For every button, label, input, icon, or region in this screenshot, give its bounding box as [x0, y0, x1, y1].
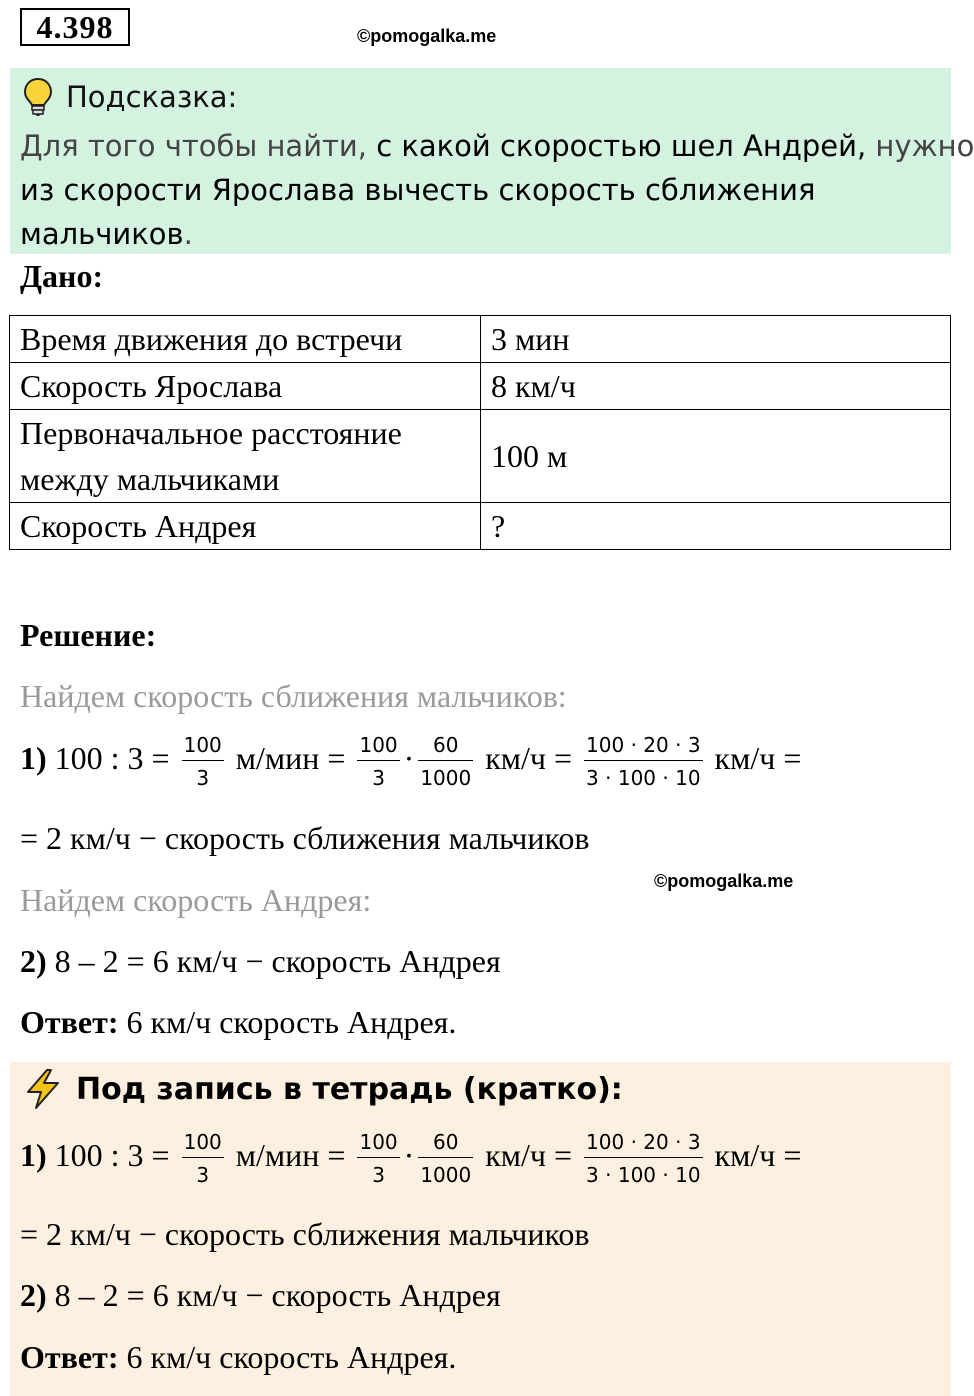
- hint-line-2: [20, 173, 815, 207]
- numerator: 60: [418, 1132, 473, 1158]
- step-text: км/ч =: [477, 739, 581, 776]
- denominator: 3: [196, 766, 210, 790]
- answer-label: Ответ:: [20, 1339, 119, 1375]
- step-number: 2): [20, 943, 47, 979]
- summary-answer: [20, 1339, 456, 1376]
- hint-text: нужно: [866, 129, 974, 163]
- denominator: 3 · 100 · 10: [586, 1163, 701, 1187]
- given-table: [9, 315, 951, 550]
- lightning-icon: [22, 1068, 64, 1110]
- table-cell-value: 8 км/ч: [481, 363, 951, 410]
- answer-text: 6 км/ч скорость Андрея.: [118, 1004, 457, 1040]
- step-text: км/ч =: [706, 739, 802, 776]
- numerator: 100 · 20 · 3: [584, 1132, 703, 1158]
- solution-heading: Решение:: [20, 617, 157, 653]
- step-text: 100 : 3 =: [46, 739, 178, 776]
- numerator: 100: [182, 1132, 224, 1158]
- denominator: 1000: [420, 766, 472, 790]
- numerator: 100: [182, 735, 224, 761]
- fraction: [182, 735, 224, 788]
- step-text: м/мин =: [227, 739, 354, 776]
- fraction: [418, 735, 473, 788]
- fraction: [357, 735, 399, 788]
- numerator: 100 · 20 · 3: [584, 735, 703, 761]
- table-row: [10, 316, 951, 363]
- table-cell-label: Время движения до встречи: [10, 316, 481, 363]
- step-text: м/мин =: [227, 1136, 354, 1173]
- solution-find-1: Найдем скорость сближения мальчиков:: [20, 678, 567, 714]
- table-cell-label: Скорость Андрея: [10, 503, 481, 550]
- step-number: 1): [20, 1136, 47, 1173]
- denominator: 3: [196, 1163, 210, 1187]
- solution-step-2: [20, 943, 501, 980]
- denominator: 3: [372, 1163, 385, 1187]
- summary-step-1: [20, 1132, 801, 1185]
- task-number: 4.398: [20, 8, 130, 46]
- watermark: ©pomogalka.me: [357, 26, 497, 46]
- step-number: 1): [20, 739, 47, 776]
- fraction: [418, 1132, 473, 1185]
- summary-step-2: [20, 1277, 501, 1314]
- answer-label: Ответ:: [20, 1004, 119, 1040]
- denominator: 1000: [420, 1163, 472, 1187]
- hint-emphasis: мальчиков: [20, 217, 184, 251]
- step-text: км/ч =: [477, 1136, 581, 1173]
- hint-title: Подсказка:: [66, 80, 238, 114]
- step-text: км/ч =: [706, 1136, 802, 1173]
- table-cell-value: ?: [481, 503, 951, 550]
- summary-step-1-result: = 2 км/ч − скорость сближения мальчиков: [20, 1216, 590, 1252]
- fraction: [584, 1132, 703, 1185]
- fraction: [584, 735, 703, 788]
- solution-answer: [20, 1004, 456, 1041]
- numerator: 100: [357, 1132, 399, 1158]
- step-number: 2): [20, 1277, 47, 1313]
- step-text: 8 – 2 = 6 км/ч − скорость Андрея: [46, 1277, 501, 1313]
- hint-line-3: [20, 217, 193, 251]
- hint-emphasis: с какой скоростью шел Андрей,: [376, 129, 867, 163]
- solution-find-2: Найдем скорость Андрея:: [20, 882, 372, 918]
- table-row: [10, 503, 951, 550]
- numerator: 60: [418, 735, 473, 761]
- table-row: [10, 410, 951, 503]
- solution-step-1: [20, 735, 801, 788]
- summary-title: Под запись в тетрадь (кратко):: [76, 1072, 623, 1107]
- hint-emphasis: из скорости Ярослава вычесть скорость сближения: [20, 173, 816, 207]
- hint-line-1: [20, 129, 974, 163]
- step-text: 8 – 2 = 6 км/ч − скорость Андрея: [46, 943, 501, 979]
- table-cell-value: 3 мин: [481, 316, 951, 363]
- solution-step-1-result: = 2 км/ч − скорость сближения мальчиков: [20, 820, 590, 856]
- fraction: [182, 1132, 224, 1185]
- hint-text: Для того чтобы найти,: [20, 129, 377, 163]
- table-row: [10, 363, 951, 410]
- step-text: 100 : 3 =: [46, 1136, 178, 1173]
- dot-operator: ·: [403, 1136, 415, 1173]
- lightbulb-icon: [22, 77, 54, 117]
- table-cell-label: Скорость Ярослава: [10, 363, 481, 410]
- table-cell-value: 100 м: [481, 410, 951, 503]
- fraction: [357, 1132, 399, 1185]
- denominator: 3 · 100 · 10: [586, 766, 701, 790]
- given-heading: Дано:: [20, 258, 104, 294]
- watermark: ©pomogalka.me: [654, 871, 794, 891]
- numerator: 100: [357, 735, 399, 761]
- hint-text: .: [183, 217, 193, 251]
- denominator: 3: [372, 766, 385, 790]
- answer-text: 6 км/ч скорость Андрея.: [118, 1339, 457, 1375]
- table-cell-label: Первоначальное расстояние между мальчиками: [10, 410, 481, 503]
- dot-operator: ·: [403, 739, 415, 776]
